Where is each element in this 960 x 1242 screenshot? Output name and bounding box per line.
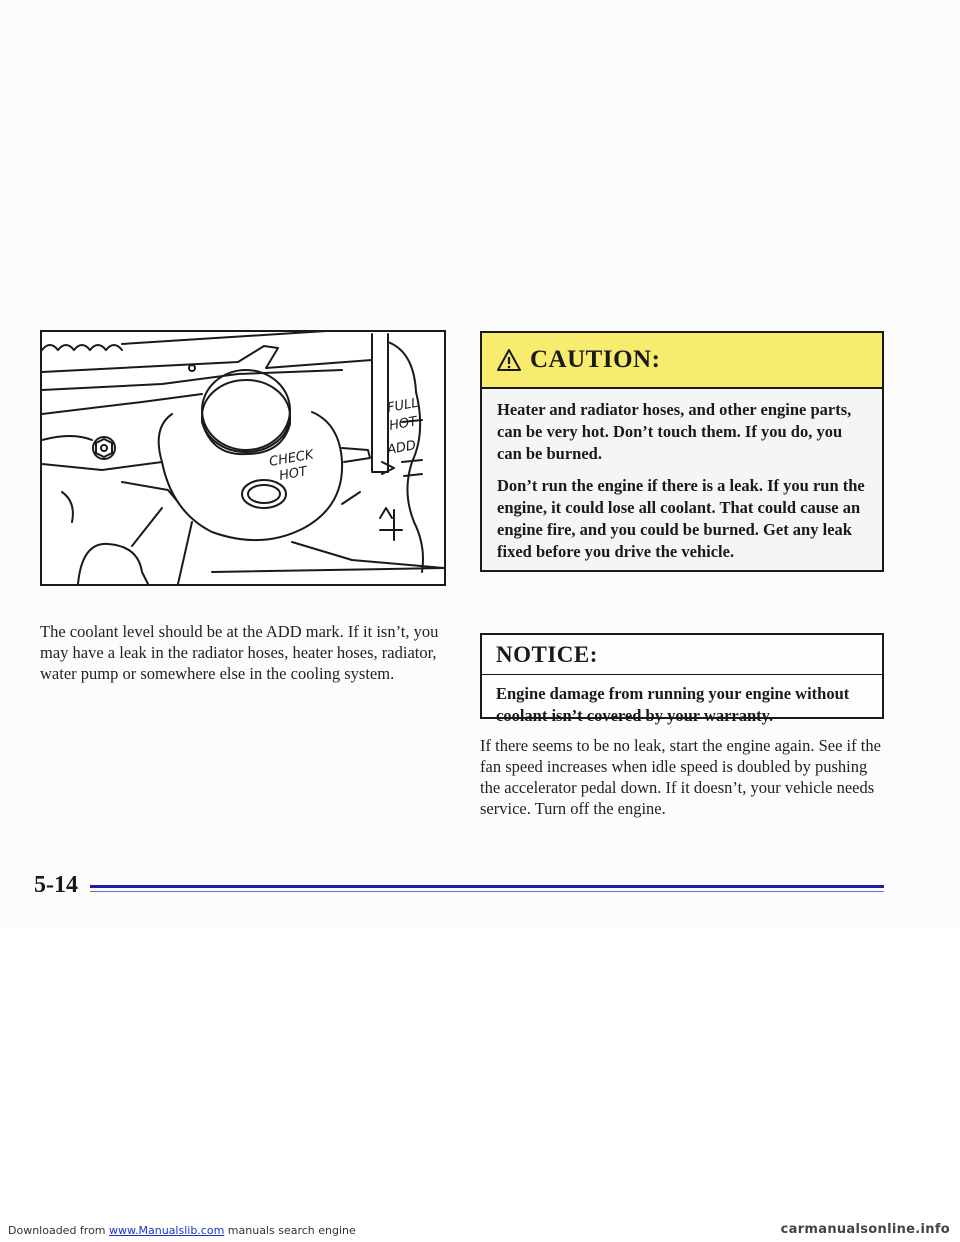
caution-paragraph-leak: Don’t run the engine if there is a leak. If you run the engine, it could lose all coolant. That could cause an engine fire, and you could be burned. Get any leak fixed before you drive the vehicle. xyxy=(497,476,865,561)
footer-suffix: manuals search engine xyxy=(224,1224,356,1237)
engine-drawing xyxy=(42,332,444,584)
caution-title: CAUTION: xyxy=(530,346,661,373)
notice-text: Engine damage from running your engine without coolant isn’t covered by your warranty. xyxy=(496,684,850,725)
caution-header xyxy=(482,333,882,389)
fan-speed-paragraph: If there seems to be no leak, start the engine again. See if the fan speed increases when idle speed is doubled by pushing the accelerator pedal down. If it doesn’t, your vehicle needs service. Turn off the engine. xyxy=(480,736,881,818)
check-hot-label: HOT xyxy=(278,464,309,484)
check-label: CHECK xyxy=(268,447,315,470)
notice-title: NOTICE: xyxy=(496,641,598,667)
coolant-reservoir-illustration xyxy=(40,330,446,586)
warning-triangle-icon xyxy=(496,348,522,372)
add-mark-label: ADD xyxy=(386,438,418,458)
download-footer xyxy=(8,1224,356,1237)
notice-body xyxy=(482,675,882,727)
hot-mark-label: HOT xyxy=(388,414,419,434)
footer-rule xyxy=(90,885,884,888)
footer-prefix: Downloaded from xyxy=(8,1224,110,1237)
notice-header xyxy=(482,635,882,675)
manualslib-link[interactable]: www.Manualslib.com xyxy=(109,1224,225,1237)
caution-body xyxy=(482,389,882,563)
caution-paragraph-hot-parts: Heater and radiator hoses, and other engine parts, can be very hot. Don’t touch them. If you do, you can be burned. xyxy=(497,400,852,463)
coolant-level-paragraph: The coolant level should be at the ADD mark. If it isn’t, you may have a leak in the radiator hoses, heater hoses, radiator, water pump or somewhere else in the cooling system. xyxy=(40,622,439,683)
caution-box xyxy=(480,331,884,572)
notice-box xyxy=(480,633,884,725)
page-number: 5-14 xyxy=(34,872,78,898)
full-mark-label: FULL xyxy=(386,395,420,416)
site-watermark: carmanualsonline.info xyxy=(780,1222,950,1237)
footer-rule-thin xyxy=(90,891,884,892)
